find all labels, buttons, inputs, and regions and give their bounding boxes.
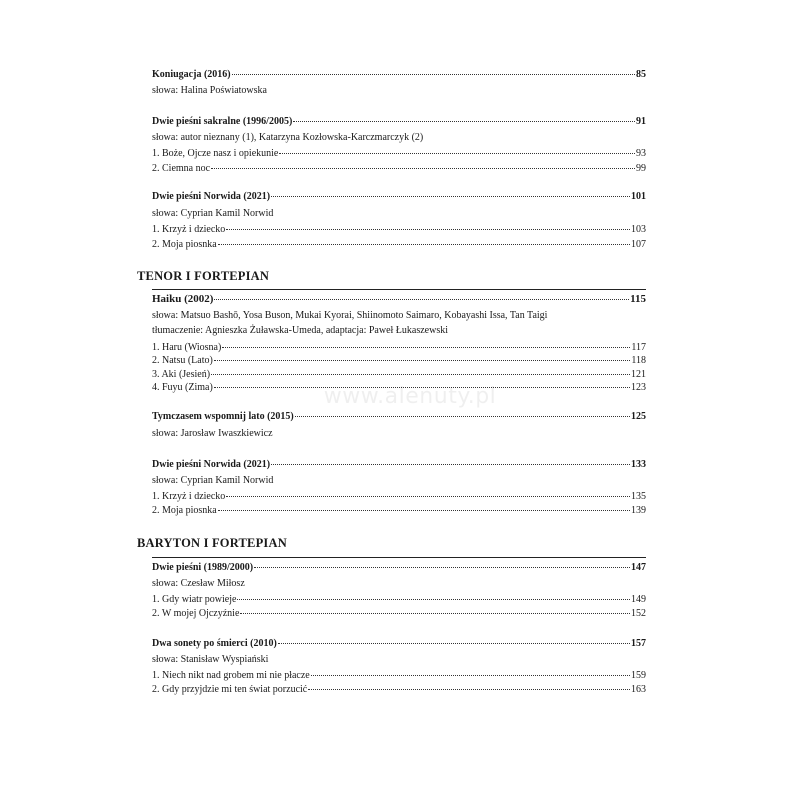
page-number: 159 bbox=[631, 670, 646, 681]
toc-entry-title[interactable] bbox=[152, 67, 646, 82]
toc-entry-item[interactable] bbox=[152, 353, 646, 368]
page-number: 147 bbox=[631, 562, 646, 573]
toc-entry-item[interactable] bbox=[152, 161, 646, 176]
page-number: 121 bbox=[631, 369, 646, 380]
toc-entry-title[interactable] bbox=[152, 636, 646, 651]
entry-item-text: 1. Krzyż i dziecko bbox=[152, 224, 226, 235]
lyrics-author: słowa: Matsuo Bashō, Yosa Buson, Mukai Kyorai, Shiinomoto Saimaro, Kobayashi Issa, Tan Taigi bbox=[152, 310, 548, 321]
page-number: 118 bbox=[631, 355, 646, 366]
toc-entry-item[interactable] bbox=[152, 682, 646, 697]
toc-entry-item[interactable] bbox=[152, 146, 646, 161]
entry-title-text: Dwie pieśni Norwida (2021) bbox=[152, 459, 271, 470]
entry-title-text: Tymczasem wspomnij lato (2015) bbox=[152, 411, 294, 422]
page-number: 99 bbox=[636, 163, 646, 174]
section-rule bbox=[152, 557, 646, 558]
lyrics-author: słowa: Halina Poświatowska bbox=[152, 85, 267, 96]
section-rule bbox=[152, 289, 646, 290]
page-number: 149 bbox=[631, 594, 646, 605]
page-number: 103 bbox=[631, 224, 646, 235]
entry-item-text: 4. Fuyu (Zima) bbox=[152, 382, 213, 393]
dot-leader bbox=[211, 168, 635, 169]
entry-item-text: 2. Gdy przyjdzie mi ten świat porzucić bbox=[152, 684, 308, 695]
dot-leader bbox=[271, 196, 630, 197]
entry-item-text: 2. W mojej Ojczyźnie bbox=[152, 608, 240, 619]
dot-leader bbox=[218, 244, 630, 245]
toc-entry-title[interactable] bbox=[152, 409, 646, 424]
entry-item-text: 2. Natsu (Lato) bbox=[152, 355, 213, 366]
page-number: 85 bbox=[636, 69, 646, 80]
toc-entry-title[interactable] bbox=[152, 292, 646, 307]
lyrics-author: słowa: Cyprian Kamil Norwid bbox=[152, 475, 274, 486]
toc-entry-title[interactable] bbox=[152, 114, 646, 129]
entry-title-text: Dwie pieśni Norwida (2021) bbox=[152, 191, 271, 202]
dot-leader bbox=[279, 153, 635, 154]
watermark: www.alenuty.pl bbox=[323, 384, 497, 409]
entry-item-text: 1. Haru (Wiosna) bbox=[152, 342, 222, 353]
dot-leader bbox=[226, 496, 630, 497]
page-number: 115 bbox=[630, 293, 646, 305]
page-number: 125 bbox=[631, 411, 646, 422]
dot-leader bbox=[308, 689, 630, 690]
toc-entry-item[interactable] bbox=[152, 668, 646, 683]
page-number: 163 bbox=[631, 684, 646, 695]
dot-leader bbox=[214, 299, 629, 300]
dot-leader bbox=[240, 613, 630, 614]
section-heading-tenor: TENOR I FORTEPIAN bbox=[137, 269, 270, 283]
page-number: 93 bbox=[636, 148, 646, 159]
page-number: 123 bbox=[631, 382, 646, 393]
page-number: 107 bbox=[631, 239, 646, 250]
entry-item-text: 2. Moja piosnka bbox=[152, 239, 217, 250]
toc-entry-item[interactable] bbox=[152, 606, 646, 621]
entry-item-text: 2. Ciemna noc bbox=[152, 163, 211, 174]
dot-leader bbox=[214, 360, 631, 361]
dot-leader bbox=[295, 416, 630, 417]
dot-leader bbox=[311, 675, 630, 676]
page-number: 101 bbox=[631, 191, 646, 202]
dot-leader bbox=[254, 567, 630, 568]
toc-entry-item[interactable] bbox=[152, 222, 646, 237]
translation-credit: tłumaczenie: Agnieszka Żuławska-Umeda, adaptacja: Paweł Łukaszewski bbox=[152, 325, 448, 336]
dot-leader bbox=[293, 121, 635, 122]
page-number: 135 bbox=[631, 491, 646, 502]
toc-entry-item[interactable] bbox=[152, 592, 646, 607]
dot-leader bbox=[232, 74, 635, 75]
dot-leader bbox=[226, 229, 630, 230]
page-number: 133 bbox=[631, 459, 646, 470]
dot-leader bbox=[222, 347, 630, 348]
entry-title-text: Dwa sonety po śmierci (2010) bbox=[152, 638, 277, 649]
lyrics-author: słowa: autor nieznany (1), Katarzyna Kozłowska-Karczmarczyk (2) bbox=[152, 132, 424, 143]
page-number: 157 bbox=[631, 638, 646, 649]
dot-leader bbox=[218, 510, 630, 511]
entry-item-text: 1. Boże, Ojcze nasz i opiekunie bbox=[152, 148, 279, 159]
toc-entry-item[interactable] bbox=[152, 489, 646, 504]
dot-leader bbox=[278, 643, 630, 644]
lyrics-author: słowa: Cyprian Kamil Norwid bbox=[152, 208, 274, 219]
page-number: 152 bbox=[631, 608, 646, 619]
toc-entry-item[interactable] bbox=[152, 503, 646, 518]
entry-item-text: 3. Aki (Jesień) bbox=[152, 369, 211, 380]
dot-leader bbox=[211, 374, 630, 375]
lyrics-author: słowa: Stanisław Wyspiański bbox=[152, 654, 269, 665]
entry-item-text: 1. Krzyż i dziecko bbox=[152, 491, 226, 502]
dot-leader bbox=[271, 464, 630, 465]
entry-title-text: Haiku (2002) bbox=[152, 293, 214, 305]
entry-item-text: 1. Gdy wiatr powieje bbox=[152, 594, 237, 605]
entry-title-text: Dwie pieśni (1989/2000) bbox=[152, 562, 254, 573]
page-number: 117 bbox=[631, 342, 646, 353]
dot-leader bbox=[237, 599, 630, 600]
entry-title-text: Koniugacja (2016) bbox=[152, 69, 231, 80]
section-heading-baryton: BARYTON I FORTEPIAN bbox=[137, 536, 287, 550]
entry-item-text: 2. Moja piosnka bbox=[152, 505, 217, 516]
toc-entry-title[interactable] bbox=[152, 189, 646, 204]
toc-entry-title[interactable] bbox=[152, 457, 646, 472]
toc-entry-item[interactable] bbox=[152, 237, 646, 252]
toc-entry-title[interactable] bbox=[152, 560, 646, 575]
lyrics-author: słowa: Jarosław Iwaszkiewicz bbox=[152, 428, 273, 439]
page-number: 91 bbox=[636, 116, 646, 127]
entry-title-text: Dwie pieśni sakralne (1996/2005) bbox=[152, 116, 293, 127]
lyrics-author: słowa: Czesław Miłosz bbox=[152, 578, 245, 589]
entry-item-text: 1. Niech nikt nad grobem mi nie płacze bbox=[152, 670, 310, 681]
page-number: 139 bbox=[631, 505, 646, 516]
